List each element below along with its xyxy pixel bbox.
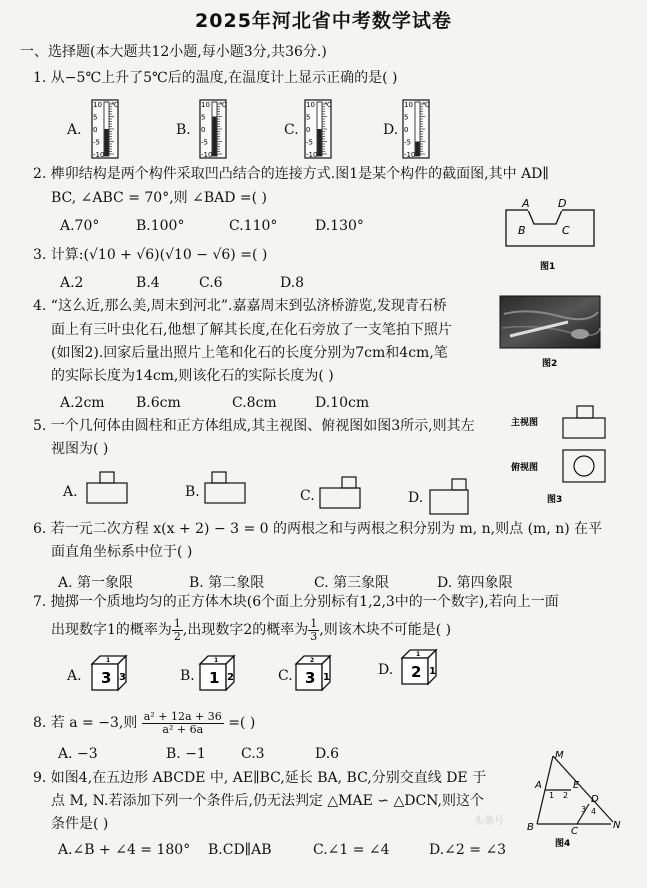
scale-tick-label: -10 <box>306 151 318 159</box>
unit-label: ℃ <box>219 101 227 109</box>
option-a[interactable]: A. <box>67 122 82 138</box>
option-a[interactable]: A.70° <box>60 218 100 234</box>
die-cube <box>296 656 330 690</box>
frac-numerator: 1 <box>310 616 318 630</box>
q8-suffix: =( ) <box>228 715 256 731</box>
side-face-number: 3 <box>119 672 126 683</box>
figure-4-pentagon <box>515 748 625 848</box>
option-a[interactable]: A.2cm <box>60 395 105 411</box>
scale-tick-label: -5 <box>306 138 313 147</box>
angle-label: 2 <box>563 791 569 800</box>
point-label: A <box>522 197 530 210</box>
main-view-label: 主视图 <box>511 418 539 428</box>
top-face-number: 1 <box>106 657 111 664</box>
scale-tick-label: 5 <box>93 113 98 122</box>
q8-fraction <box>142 711 224 736</box>
q8-prefix: 8. 若 a = −3,则 <box>33 715 138 731</box>
angle-label: 1 <box>549 791 555 800</box>
option-b[interactable]: B.4 <box>136 275 160 291</box>
front-face-number: 2 <box>411 663 422 681</box>
figure-caption: 图3 <box>547 495 563 505</box>
unit-label: ℃ <box>111 101 119 109</box>
option-b[interactable]: B. <box>185 484 200 500</box>
top-view-label: 俯视图 <box>511 463 539 473</box>
front-face-number: 3 <box>305 669 316 687</box>
question-1-stem: 1. 从−5℃上升了5℃后的温度,在温度计上显示正确的是( ) <box>33 70 398 86</box>
option-c[interactable]: C. <box>300 488 315 504</box>
option-d[interactable]: D. 第四象限 <box>437 575 513 591</box>
point-label: N <box>613 820 621 831</box>
option-b[interactable]: B. 第二象限 <box>189 575 265 591</box>
scale-tick-label: -10 <box>93 151 105 159</box>
q7-text-b: ,出现数字2的概率为 <box>182 622 309 638</box>
option-b[interactable]: B. −1 <box>166 746 206 762</box>
option-b[interactable]: B.6cm <box>136 395 181 411</box>
option-a[interactable]: A. −3 <box>58 746 98 762</box>
scale-tick-label: 10 <box>404 101 413 109</box>
scale-tick-label: -10 <box>404 151 416 159</box>
scale-tick-label: 10 <box>201 101 210 109</box>
point-label: C <box>571 826 578 837</box>
q7-text-c: ,则该木块不可能是( ) <box>319 622 452 638</box>
side-face-number: 1 <box>429 666 436 677</box>
question-2-line-1: 2. 榫卯结构是两个构件采取凹凸结合的连接方式.图1是某个构件的截面图,其中 AD∥ <box>33 166 549 182</box>
question-9-line-1: 9. 如图4,在五边形 ABCDE 中, AE∥BC,延长 BA, BC,分别交直线 DE 于 <box>33 770 487 786</box>
option-c[interactable]: C.8cm <box>232 395 277 411</box>
option-b[interactable]: B.100° <box>136 218 185 234</box>
question-8-stem <box>33 706 255 740</box>
side-face-number: 1 <box>323 672 330 683</box>
option-c[interactable]: C. <box>278 668 293 684</box>
scale-tick-label: -10 <box>201 151 213 159</box>
scale-tick-label: 0 <box>93 126 98 134</box>
frac-denominator: 2 <box>173 629 181 643</box>
figure-caption: 图2 <box>542 359 558 369</box>
option-d[interactable]: D.∠2 = ∠3 <box>429 842 507 858</box>
option-d[interactable]: D.130° <box>315 218 364 234</box>
watermark: 头条号 <box>474 816 504 827</box>
option-a[interactable]: A.∠B + ∠4 = 180° <box>58 842 191 858</box>
option-c[interactable]: C. <box>284 122 299 138</box>
question-9-line-3: 条件是( ) <box>51 816 109 832</box>
option-d[interactable]: D.6 <box>315 746 340 762</box>
section-heading: 一、选择题(本大题共12小题,每小题3分,共36分.) <box>20 44 327 60</box>
question-5-line-2: 视图为( ) <box>51 441 109 457</box>
option-d[interactable]: D. <box>383 122 399 138</box>
frac-denominator: a² + 6a <box>162 722 204 736</box>
scale-tick-label: 0 <box>404 126 409 134</box>
point-label: D <box>591 794 599 805</box>
option-d[interactable]: D.10cm <box>315 395 370 411</box>
option-a[interactable]: A. <box>63 484 78 500</box>
question-2-line-2: BC, ∠ABC = 70°,则 ∠BAD =( ) <box>51 190 268 206</box>
scale-tick-label: -5 <box>93 138 100 147</box>
scale-tick-label: 10 <box>306 101 315 109</box>
frac-numerator: 1 <box>173 616 181 630</box>
die-cube <box>92 656 126 690</box>
point-label: B <box>518 224 526 237</box>
top-face-number: 1 <box>416 651 421 658</box>
option-d[interactable]: D.8 <box>280 275 305 291</box>
scale-tick-label: 0 <box>201 126 206 134</box>
point-label: D <box>558 197 567 210</box>
scale-tick-label: 5 <box>404 113 409 122</box>
point-label: M <box>555 750 564 761</box>
angle-label: 3 <box>581 805 587 814</box>
front-face-number: 3 <box>101 669 112 687</box>
question-3-stem: 3. 计算:(√10 + √6)(√10 − √6) =( ) <box>33 247 268 263</box>
question-7-line-1: 7. 抛掷一个质地均匀的正方体木块(6个面上分别标有1,2,3中的一个数字),若向上一面 <box>33 594 559 610</box>
angle-label: 4 <box>591 807 597 816</box>
front-face-number: 1 <box>209 669 220 687</box>
page-title: 2025年河北省中考数学试卷 <box>195 10 452 32</box>
option-c[interactable]: C. 第三象限 <box>314 575 390 591</box>
question-6-line-1: 6. 若一元二次方程 x(x + 2) − 3 = 0 的两根之和与两根之积分别为 m, n,则点 (m, n) 在平 <box>33 521 603 537</box>
question-4-line-1: 4. “这么近,那么美,周末到河北”.嘉嘉周末到弘济桥游览,发现青石桥 <box>33 298 447 314</box>
frac-numerator: a² + 12a + 36 <box>143 709 222 723</box>
option-b[interactable]: B. <box>176 122 191 138</box>
option-b[interactable]: B. <box>180 668 195 684</box>
question-6-line-2: 面直角坐标系中位于( ) <box>51 544 193 560</box>
question-4-line-4: 的实际长度为14cm,则该化石的实际长度为( ) <box>51 368 334 384</box>
scale-tick-label: 10 <box>93 101 102 109</box>
unit-label: ℃ <box>422 101 430 109</box>
q7-text-a: 出现数字1的概率为 <box>51 622 172 638</box>
question-4-line-3: (如图2).回家后量出照片上笔和化石的长度分别为7cm和4cm,笔 <box>51 345 448 361</box>
scale-tick-label: 5 <box>306 113 311 122</box>
point-label: C <box>562 224 570 237</box>
option-d[interactable]: D. <box>378 662 394 678</box>
figure-caption: 图4 <box>555 839 571 849</box>
scale-tick-label: -5 <box>404 138 411 147</box>
option-c[interactable]: C.6 <box>199 275 223 291</box>
question-5-line-1: 5. 一个几何体由圆柱和正方体组成,其主视图、俯视图如图3所示,则其左 <box>33 418 475 434</box>
top-face-number: 2 <box>310 657 315 664</box>
unit-label: ℃ <box>324 101 332 109</box>
option-c[interactable]: C.∠1 = ∠4 <box>313 842 390 858</box>
die-cube <box>200 656 234 690</box>
figure-caption: 图1 <box>540 262 556 272</box>
scale-tick-label: 0 <box>306 126 311 134</box>
die-cube <box>402 650 436 684</box>
option-b[interactable]: B.CD∥AB <box>208 842 272 858</box>
option-c[interactable]: C.110° <box>229 218 278 234</box>
option-c[interactable]: C.3 <box>241 746 265 762</box>
question-4-line-2: 面上有三叶虫化石,他想了解其长度,在化石旁放了一支笔拍下照片 <box>51 322 452 338</box>
top-face-number: 1 <box>214 657 219 664</box>
side-face-number: 2 <box>227 672 234 683</box>
scale-tick-label: -5 <box>201 138 208 147</box>
option-a[interactable]: A. 第一象限 <box>58 575 134 591</box>
scale-tick-label: 5 <box>201 113 206 122</box>
point-label: E <box>573 780 580 791</box>
question-9-line-2: 点 M, N.若添加下列一个条件后,仍无法判定 △MAE ∽ △DCN,则这个 <box>51 793 484 809</box>
option-a[interactable]: A.2 <box>60 275 84 291</box>
point-label: B <box>527 822 534 833</box>
point-label: A <box>535 780 542 791</box>
option-d[interactable]: D. <box>408 490 424 506</box>
frac-denominator: 3 <box>310 629 318 643</box>
option-a[interactable]: A. <box>67 668 82 684</box>
